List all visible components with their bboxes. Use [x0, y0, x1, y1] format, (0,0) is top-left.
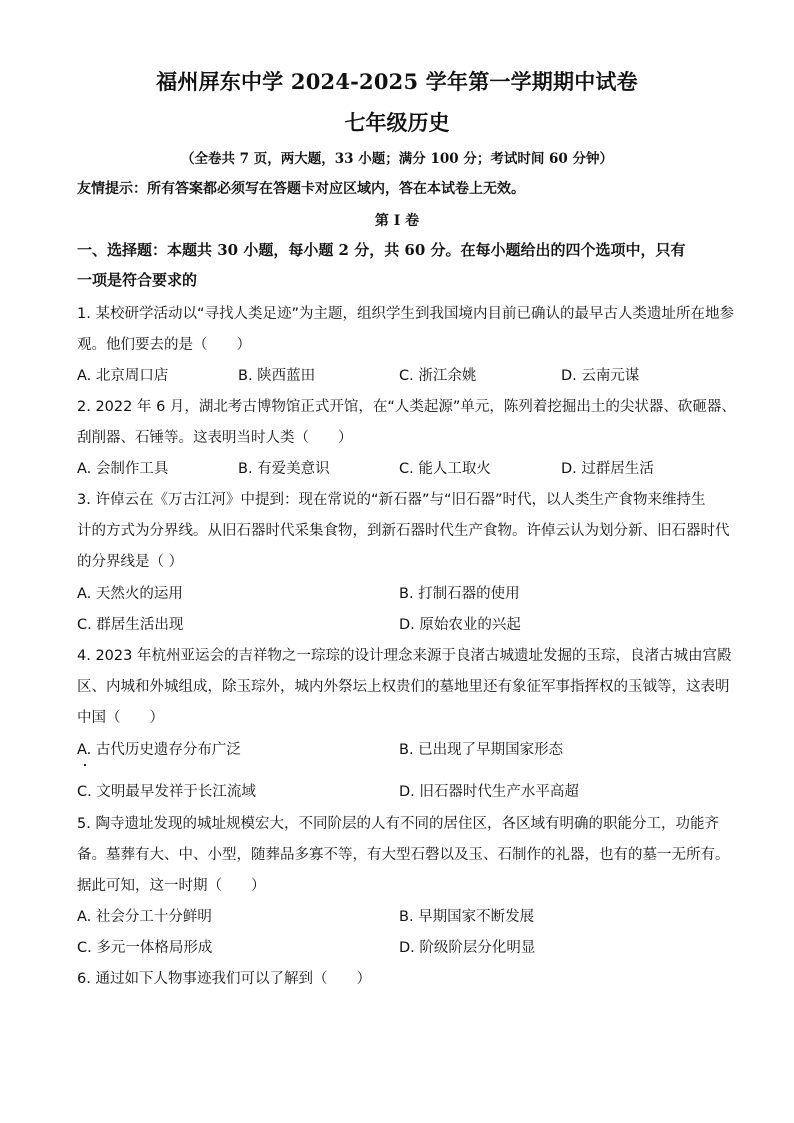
- question-3-option-a: A. 天然火的运用: [77, 586, 183, 602]
- question-2-line-2: 刮削器、石锤等。这表明当时人类（ ）: [77, 430, 353, 446]
- exam-title: 福州屏东中学 2024-2025 学年第一学期期中试卷: [156, 69, 638, 94]
- question-5-line-1: 5. 陶寺遗址发现的城址规模宏大，不同阶层的人有不同的居住区，各区域有明确的职能分工，功能齐: [77, 816, 719, 832]
- question-3-line-3: 的分界线是（ ）: [77, 554, 184, 570]
- exam-subtitle: 七年级历史: [344, 110, 450, 135]
- question-2-option-b: B. 有爱美意识: [238, 461, 330, 477]
- question-4-line-2: 区、内城和外城组成，除玉琮外，城内外祭坛上权贵们的墓地里还有象征军事指挥权的玉钺等，这表明: [77, 679, 730, 695]
- question-4-option-d: D. 旧石器时代生产水平高超: [399, 784, 579, 800]
- volume-heading: 第 I 卷: [374, 213, 420, 229]
- question-3-option-d: D. 原始农业的兴起: [399, 617, 521, 633]
- question-2-option-d: D. 过群居生活: [561, 461, 654, 477]
- section-heading-line-2: 一项是符合要求的: [77, 271, 198, 289]
- question-4-option-b: B. 已出现了早期国家形态: [399, 742, 564, 758]
- question-5-line-3: 据此可知，这一时期（ ）: [77, 878, 266, 894]
- question-3-line-1: 3. 许倬云在《万古江河》中提到：现在常说的“新石器”与“旧石器”时代，以人类生产食物来维持生: [77, 492, 706, 508]
- question-2-option-a: A. 会制作工具: [77, 461, 169, 477]
- question-1-option-a: A. 北京周口店: [77, 368, 169, 384]
- exam-tip: 友情提示：所有答案都必须写在答题卡对应区域内，答在本试卷上无效。: [77, 181, 525, 197]
- question-2-option-c: C. 能人工取火: [399, 461, 491, 477]
- exam-note: （全卷共 7 页，两大题，33 小题；满分 100 分；考试时间 60 分钟）: [180, 151, 614, 167]
- question-1-option-c: C. 浙江余姚: [399, 368, 477, 384]
- question-5-option-b: B. 早期国家不断发展: [399, 909, 535, 925]
- question-1-line-1: 1. 某校研学活动以“寻找人类足迹”为主题，组织学生到我国境内目前已确认的最早古人类遗址所在地参: [77, 306, 734, 322]
- stray-dot-mark: [84, 764, 86, 766]
- question-4-option-a: A. 古代历史遗存分布广泛: [77, 742, 241, 758]
- question-6-line-1: 6. 通过如下人物事迹我们可以了解到（ ）: [77, 971, 371, 987]
- question-3-option-c: C. 群居生活出现: [77, 617, 184, 633]
- question-4-option-c: C. 文明最早发祥于长江流域: [77, 784, 256, 800]
- question-4-line-1: 4. 2023 年杭州亚运会的吉祥物之一琮琮的设计理念来源于良渚古城遗址发掘的玉琮，良渚古城由宫殿: [77, 648, 732, 664]
- question-5-line-2: 备。墓葬有大、中、小型，随葬品多寡不等，有大型石磬以及玉、石制作的礼器，也有的墓一无所有。: [77, 847, 730, 863]
- question-1-option-b: B. 陕西蓝田: [238, 368, 316, 384]
- question-3-line-2: 计的方式为分界线。从旧石器时代采集食物，到新石器时代生产食物。许倬云认为划分新、旧石器时代: [77, 523, 730, 539]
- question-5-option-c: C. 多元一体格局形成: [77, 940, 213, 956]
- question-4-line-3: 中国（ ）: [77, 710, 164, 726]
- question-2-line-1: 2. 2022 年 6 月，湖北考古博物馆正式开馆，在“人类起源”单元，陈列着挖掘出土的尖状器、砍砸器、: [77, 399, 736, 415]
- question-1-option-d: D. 云南元谋: [561, 368, 640, 384]
- question-5-option-a: A. 社会分工十分鲜明: [77, 909, 212, 925]
- question-5-option-d: D. 阶级阶层分化明显: [399, 940, 536, 956]
- question-1-line-2: 观。他们要去的是（ ）: [77, 337, 251, 353]
- question-3-option-b: B. 打制石器的使用: [399, 586, 520, 602]
- section-heading-line-1: 一、选择题：本题共 30 小题，每小题 2 分，共 60 分。在每小题给出的四个选项中，只有: [77, 241, 686, 259]
